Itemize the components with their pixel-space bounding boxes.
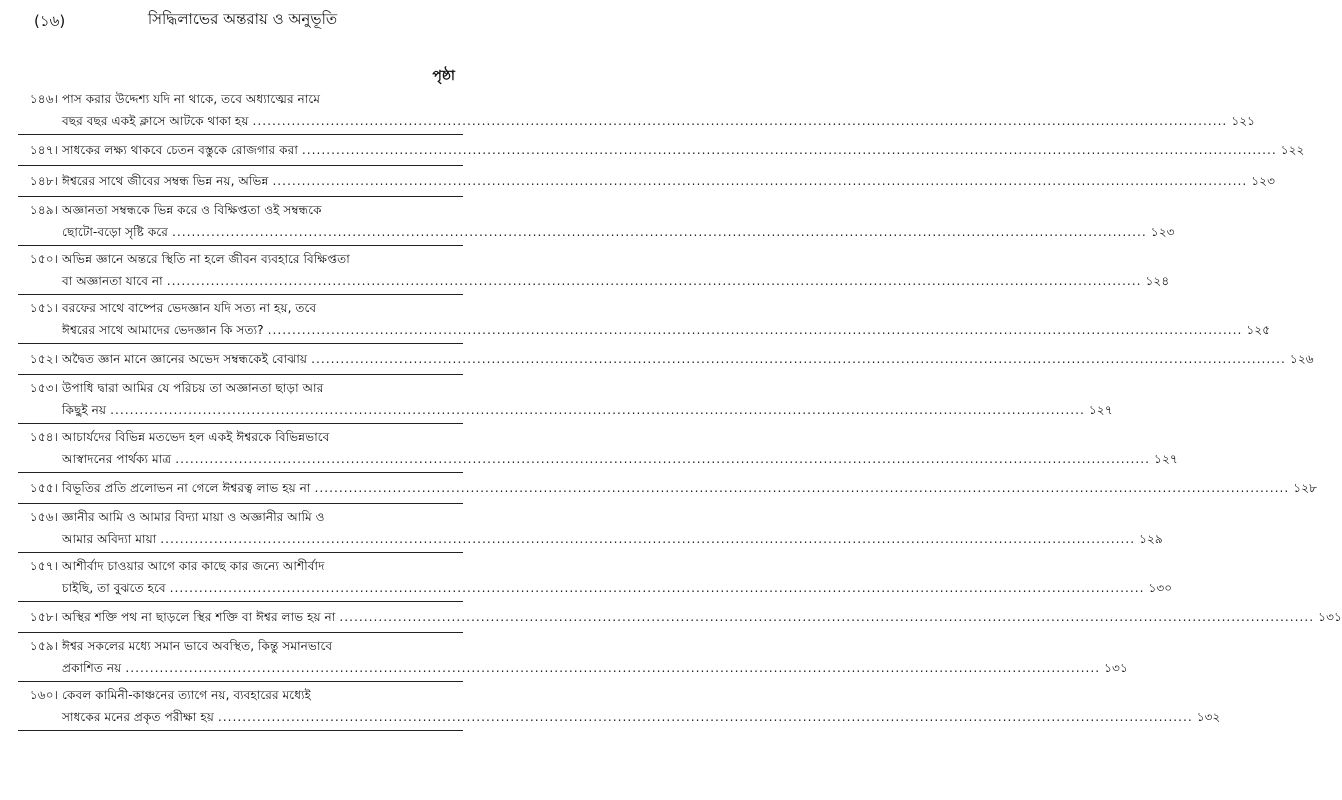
entry-page-number: ১২১	[1231, 114, 1256, 128]
entry-number: ১৫২।	[29, 352, 58, 366]
entry-title-text: অস্থির শক্তি পথ না ছাড়লে স্থির শক্তি বা ঈশ্বর লাভ হয় না	[62, 610, 336, 624]
toc-entry[interactable]	[18, 246, 1170, 295]
entry-page-number: ১২৩	[1150, 225, 1175, 239]
entry-title-text: চাইছি, তা বুঝতে হবে	[62, 581, 166, 595]
dot-leader: ........................................................................................................................................................................................................	[125, 661, 1101, 675]
dot-leader: ........................................................................................................................................................................................................	[314, 481, 1290, 495]
entry-number: ১৫৮।	[29, 610, 58, 624]
dot-leader: ........................................................................................................................................................................................................	[217, 710, 1193, 724]
entry-line	[62, 110, 1255, 132]
page-number: (১৬)	[34, 12, 66, 30]
entry-title-text: সাধকের লক্ষ্য থাকবে চেতন বস্তুকে রোজগার করা	[62, 143, 298, 157]
entry-page-number: ১২৭	[1154, 452, 1178, 466]
entry-page-number: ১৩০	[1148, 581, 1173, 595]
entry-title-text: আচার্যদের বিভিন্ন মতভেদ হল একই ঈশ্বরকে বিভিন্নভাবে	[62, 430, 330, 444]
toc-entry[interactable]	[18, 504, 1163, 553]
entry-number: ১৪৮।	[29, 174, 58, 188]
running-title: সিদ্ধিলাভের অন্তরায় ও অনুভূতি	[147, 10, 338, 28]
entry-body	[62, 635, 1128, 679]
toc-entry[interactable]	[18, 553, 1173, 602]
dot-leader: ........................................................................................................................................................................................................	[272, 174, 1248, 188]
entry-title-text: বা অজ্ঞানতা যাবে না	[62, 274, 163, 288]
entry-page-number: ১২৯	[1139, 532, 1163, 546]
entry-line	[62, 555, 1172, 577]
entry-body	[62, 377, 1113, 421]
entry-title-text: বরফের সাথে বাষ্পের ভেদজ্ঞান যদি সত্য না হয়, তবে	[62, 301, 317, 315]
entry-title-text: ঈশ্বরের সাথে আমাদের ভেদজ্ঞান কি সত্য?	[62, 323, 264, 337]
entry-line	[62, 319, 1270, 341]
entry-title-text: প্রকাশিত নয়	[62, 661, 122, 675]
toc-entry[interactable]	[18, 473, 1318, 504]
toc-entry[interactable]	[18, 295, 1271, 344]
entry-line	[62, 270, 1169, 292]
entry-title-text: সাধকের মনের প্রকৃত পরীক্ষা হয়	[62, 710, 214, 724]
dot-leader: ........................................................................................................................................................................................................	[252, 114, 1228, 128]
entry-page-number: ১২৫	[1246, 323, 1271, 337]
entry-body	[62, 248, 1169, 292]
entry-title-text: ছোটো-বড়ো সৃষ্টি করে	[62, 225, 168, 239]
entry-number: ১৫০।	[29, 252, 58, 266]
entry-line	[62, 706, 1220, 728]
entry-number: ১৫৬।	[29, 510, 58, 524]
toc-entry[interactable]	[18, 197, 1175, 246]
entry-page-number: ১৩২	[1196, 710, 1221, 724]
toc-entry[interactable]	[18, 682, 1221, 731]
dot-leader: ........................................................................................................................................................................................................	[267, 323, 1243, 337]
entry-number: ১৫১।	[29, 301, 58, 315]
entry-title-text: উপাধি দ্বারা আমির যে পরিচয় তা অজ্ঞানতা ছাড়া আর	[62, 381, 324, 395]
dot-leader: ........................................................................................................................................................................................................	[175, 452, 1151, 466]
entry-body	[62, 604, 1342, 630]
entry-line	[62, 199, 1175, 221]
entry-line	[62, 506, 1163, 528]
entry-body	[62, 137, 1304, 163]
entry-line	[62, 577, 1172, 599]
toc-entry[interactable]	[18, 135, 1305, 166]
entry-title-text: ঈশ্বরের সাথে জীবের সম্বন্ধ ভিন্ন নয়, অভিন্ন	[62, 174, 269, 188]
dot-leader: ........................................................................................................................................................................................................	[171, 225, 1147, 239]
entry-page-number: ১২৮	[1293, 481, 1318, 495]
entry-page-number: ১২৭	[1088, 403, 1113, 417]
entry-title-text: কেবল কামিনী-কাঞ্চনের ত্যাগে নয়, ব্যবহারের মধ্যেই	[62, 688, 311, 702]
entry-number: ১৪৯।	[29, 203, 58, 217]
toc-entry[interactable]	[18, 602, 1342, 633]
toc-entry[interactable]	[18, 633, 1128, 682]
dot-leader: ........................................................................................................................................................................................................	[160, 532, 1136, 546]
entry-body	[62, 506, 1163, 550]
entry-page-number: ১৩১	[1318, 610, 1342, 624]
entry-title-text: ঈশ্বর সকলের মধ্যে সমান ভাবে অবস্থিত, কিন্তু সমানভাবে	[62, 639, 333, 653]
entry-title-text: বিভূতির প্রতি প্রলোভন না গেলে ঈশ্বরত্ব লাভ হয় না	[62, 481, 311, 495]
entry-page-number: ১৩১	[1104, 661, 1128, 675]
entry-line	[62, 448, 1178, 470]
toc-entry[interactable]	[18, 344, 1314, 375]
entry-number: ১৫৩।	[29, 381, 58, 395]
entry-title-text: আমার অবিদ্যা মায়া	[62, 532, 157, 546]
entry-line	[62, 657, 1128, 679]
entry-number: ১৫৫।	[29, 481, 58, 495]
entry-line	[62, 221, 1175, 243]
entry-body	[62, 684, 1220, 728]
entry-line	[62, 475, 1317, 501]
entry-line	[62, 168, 1275, 194]
dot-leader: ........................................................................................................................................................................................................	[169, 581, 1145, 595]
entry-number: ১৪৭।	[29, 143, 58, 157]
entry-title-text: বছর বছর একই ক্লাসে আটকে থাকা হয়	[62, 114, 249, 128]
entry-number: ১৪৬।	[29, 92, 58, 106]
entry-title-text: জ্ঞানীর আমি ও আমার বিদ্যা মায়া ও অজ্ঞানীর আমি ও	[62, 510, 325, 524]
dot-leader: ........................................................................................................................................................................................................	[311, 352, 1286, 366]
toc-entry[interactable]	[18, 86, 1256, 135]
dot-leader: ........................................................................................................................................................................................................	[110, 403, 1085, 417]
entry-line	[62, 635, 1128, 657]
entry-line	[62, 297, 1270, 319]
entry-title-text: অভিন্ন জ্ঞানে অন্তরে স্থিতি না হলে জীবন ব্যবহারে বিক্ষিপ্ততা	[62, 252, 350, 266]
entry-body	[62, 199, 1175, 243]
entry-page-number: ১২৪	[1145, 274, 1170, 288]
entry-title-text: অদ্বৈত জ্ঞান মানে জ্ঞানের অভেদ সম্বন্ধকেই বোঝায়	[62, 352, 308, 366]
entry-title-text: কিছুই নয়	[62, 403, 107, 417]
entry-body	[62, 168, 1275, 194]
entry-page-number: ১২২	[1280, 143, 1305, 157]
toc-entry[interactable]	[18, 166, 1276, 197]
entry-number: ১৫৪।	[29, 430, 58, 444]
entry-body	[62, 555, 1172, 599]
entry-body	[62, 426, 1178, 470]
entry-line	[62, 426, 1178, 448]
entry-line	[62, 604, 1342, 630]
entry-body	[62, 346, 1314, 372]
dot-leader: ........................................................................................................................................................................................................	[166, 274, 1142, 288]
entry-number: ১৬০।	[29, 688, 58, 702]
entry-line	[62, 399, 1113, 421]
page-column-label: পৃষ্ঠা	[432, 68, 455, 84]
entry-body	[62, 475, 1317, 501]
entry-line	[62, 346, 1314, 372]
page-header	[0, 8, 485, 34]
entry-number: ১৫৭।	[29, 559, 58, 573]
entry-body	[62, 88, 1255, 132]
table-of-contents	[18, 86, 1342, 731]
dot-leader: ........................................................................................................................................................................................................	[339, 610, 1315, 624]
toc-entry[interactable]	[18, 375, 1113, 424]
entry-line	[62, 248, 1169, 270]
entry-title-text: পাস করার উদ্দেশ্য যদি না থাকে, তবে অধ্যাত্মের নামে	[62, 92, 321, 106]
entry-title-text: আশীর্বাদ চাওয়ার আগে কার কাছে কার জন্যে আশীর্বাদ	[62, 559, 325, 573]
entry-number: ১৫৯।	[29, 639, 58, 653]
toc-entry[interactable]	[18, 424, 1178, 473]
entry-line	[62, 684, 1220, 706]
entry-title-text: অজ্ঞানতা সম্বন্ধকে ভিন্ন করে ও বিক্ষিপ্ততা ওই সম্বন্ধকে	[62, 203, 322, 217]
entry-page-number: ১২৬	[1289, 352, 1314, 366]
dot-leader: ........................................................................................................................................................................................................	[301, 143, 1277, 157]
entry-page-number: ১২৩	[1251, 174, 1276, 188]
entry-body	[62, 297, 1270, 341]
entry-line	[62, 377, 1113, 399]
entry-line	[62, 137, 1304, 163]
entry-title-text: আস্বাদনের পার্থক্য মাত্র	[62, 452, 172, 466]
entry-line	[62, 88, 1255, 110]
entry-line	[62, 528, 1163, 550]
